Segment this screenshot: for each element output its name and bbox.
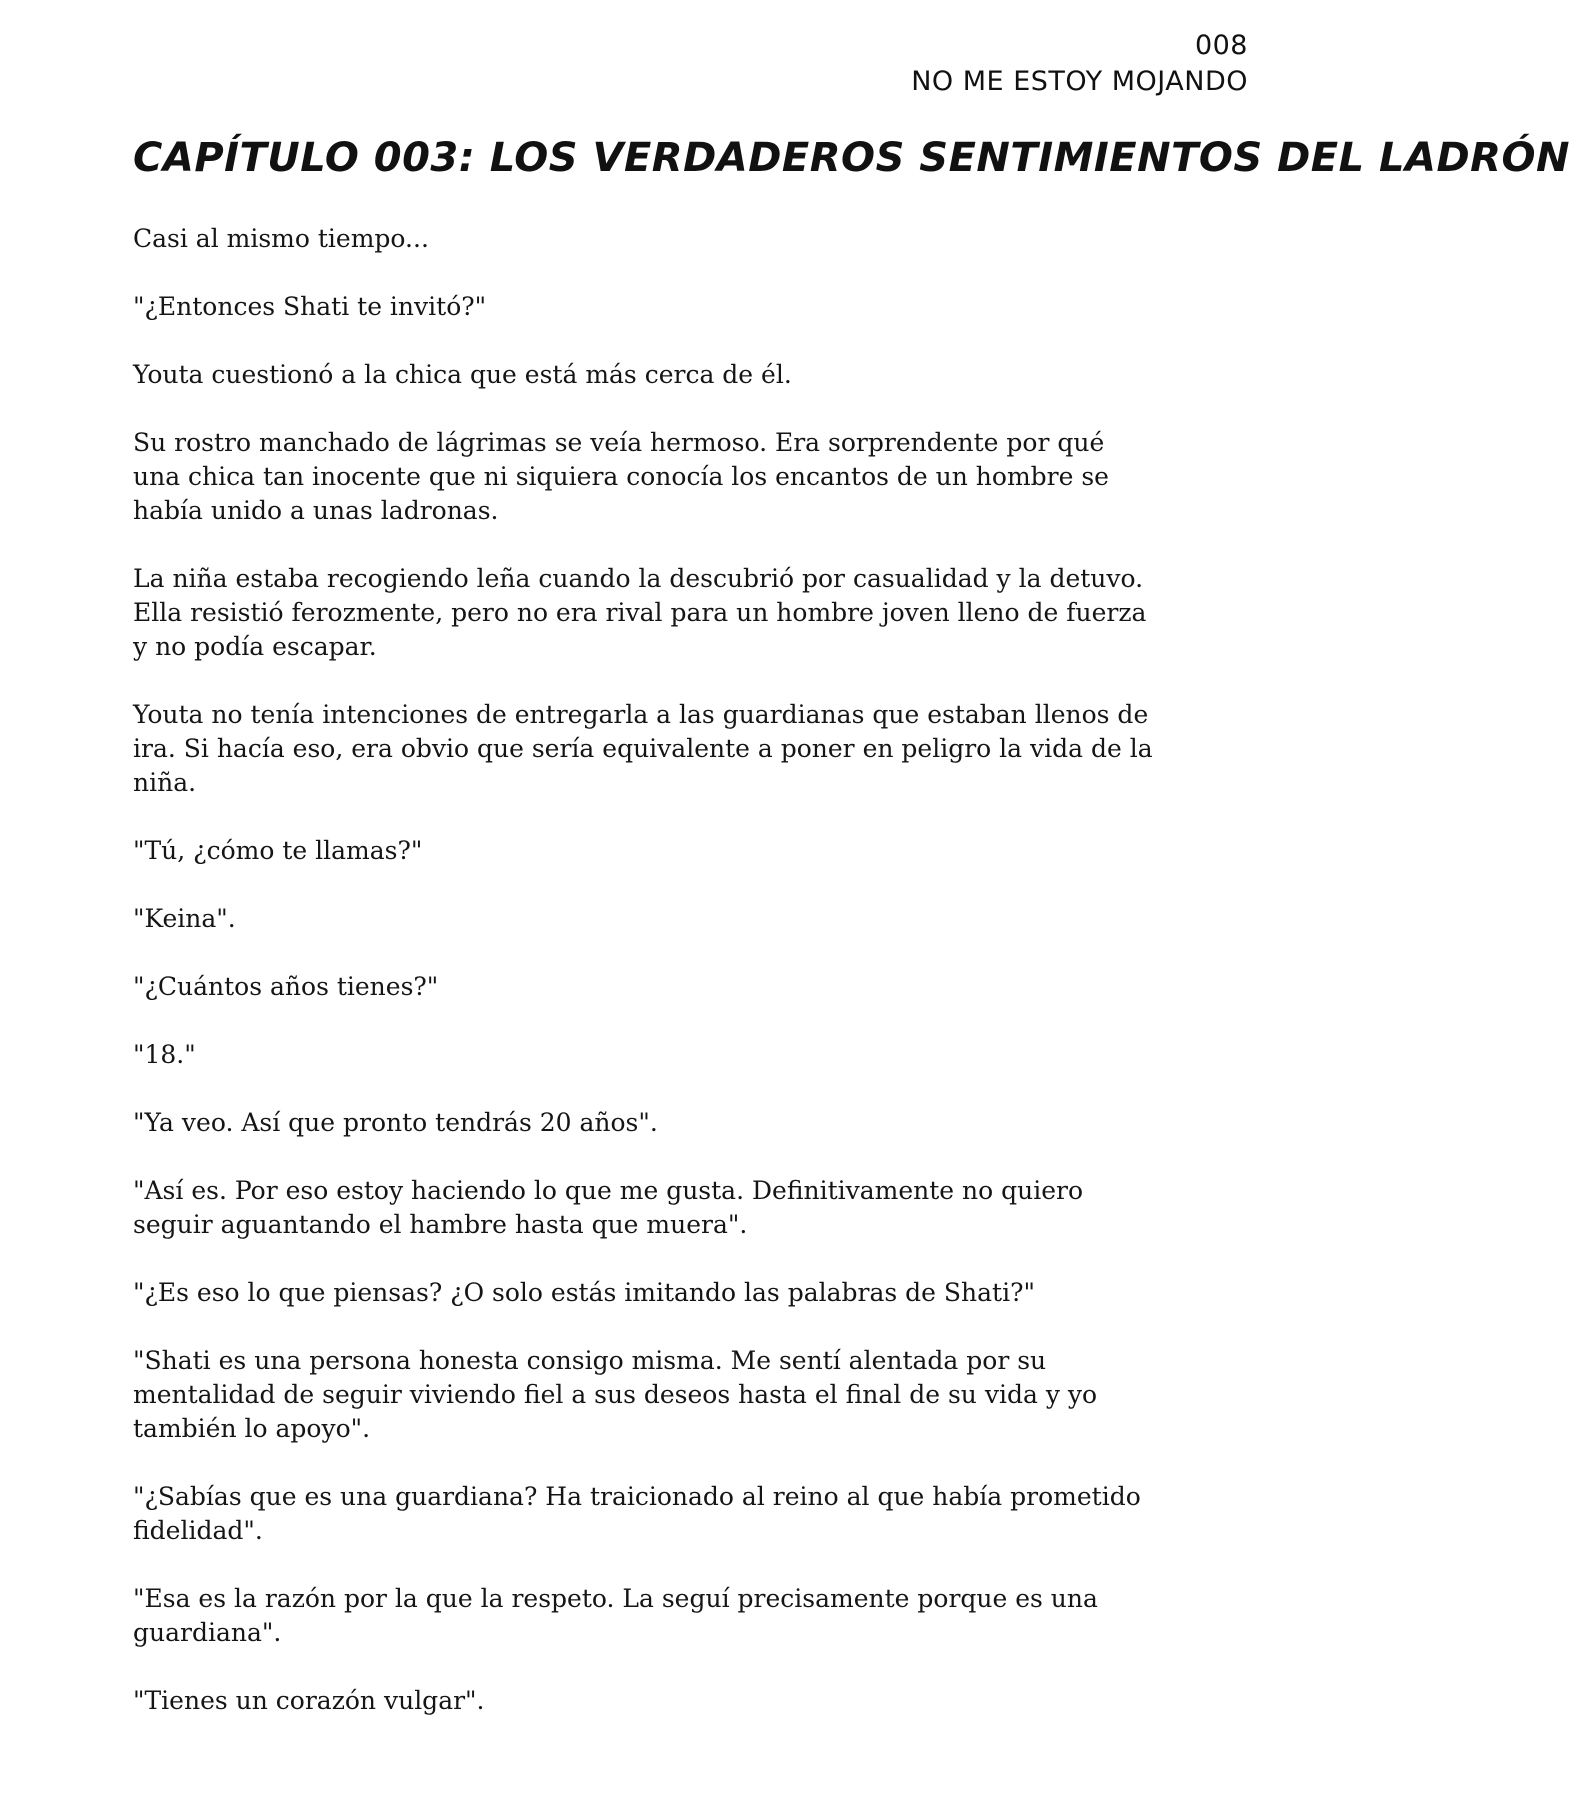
- paragraph: "¿Sabías que es una guardiana? Ha traicionado al reino al que había prometido fidelidad".: [133, 1482, 1141, 1545]
- paragraph: "Keina".: [133, 904, 236, 933]
- paragraph: La niña estaba recogiendo leña cuando la descubrió por casualidad y la detuvo. Ella resistió ferozmente, pero no era rival para un hombre joven lleno de fuerza y no podía escapar.: [133, 564, 1147, 661]
- chapter-body: [133, 222, 1153, 1752]
- paragraph: "¿Cuántos años tienes?": [133, 972, 439, 1001]
- paragraph: "Tienes un corazón vulgar".: [133, 1686, 485, 1715]
- page-header: [911, 28, 1248, 100]
- paragraph: "¿Es eso lo que piensas? ¿O solo estás imitando las palabras de Shati?": [133, 1278, 1035, 1307]
- chapter-title: CAPÍTULO 003: LOS VERDADEROS SENTIMIENTOS DEL LADRÓN: [133, 135, 1570, 181]
- page-number: 008: [1194, 30, 1248, 61]
- paragraph: "Tú, ¿cómo te llamas?": [133, 836, 423, 865]
- book-title: NO ME ESTOY MOJANDO: [911, 66, 1248, 97]
- paragraph: "Así es. Por eso estoy haciendo lo que me gusta. Definitivamente no quiero seguir aguantando el hambre hasta que muera".: [133, 1176, 1084, 1239]
- paragraph: "Esa es la razón por la que la respeto. La seguí precisamente porque es una guardiana".: [133, 1584, 1098, 1647]
- paragraph: Su rostro manchado de lágrimas se veía hermoso. Era sorprendente por qué una chica tan inocente que ni siquiera conocía los encantos de un hombre se había unido a unas ladronas.: [133, 428, 1109, 525]
- paragraph: "18.": [133, 1040, 196, 1069]
- paragraph: "Ya veo. Así que pronto tendrás 20 años".: [133, 1108, 658, 1137]
- paragraph: Youta cuestionó a la chica que está más cerca de él.: [133, 360, 792, 389]
- paragraph: Youta no tenía intenciones de entregarla a las guardianas que estaban llenos de ira. Si hacía eso, era obvio que sería equivalente a poner en peligro la vida de la niña.: [133, 700, 1153, 797]
- paragraph: Casi al mismo tiempo...: [133, 224, 429, 253]
- paragraph: "Shati es una persona honesta consigo misma. Me sentí alentada por su mentalidad de seguir viviendo fiel a sus deseos hasta el final de su vida y yo también lo apoyo".: [133, 1346, 1098, 1443]
- paragraph: "¿Entonces Shati te invitó?": [133, 292, 487, 321]
